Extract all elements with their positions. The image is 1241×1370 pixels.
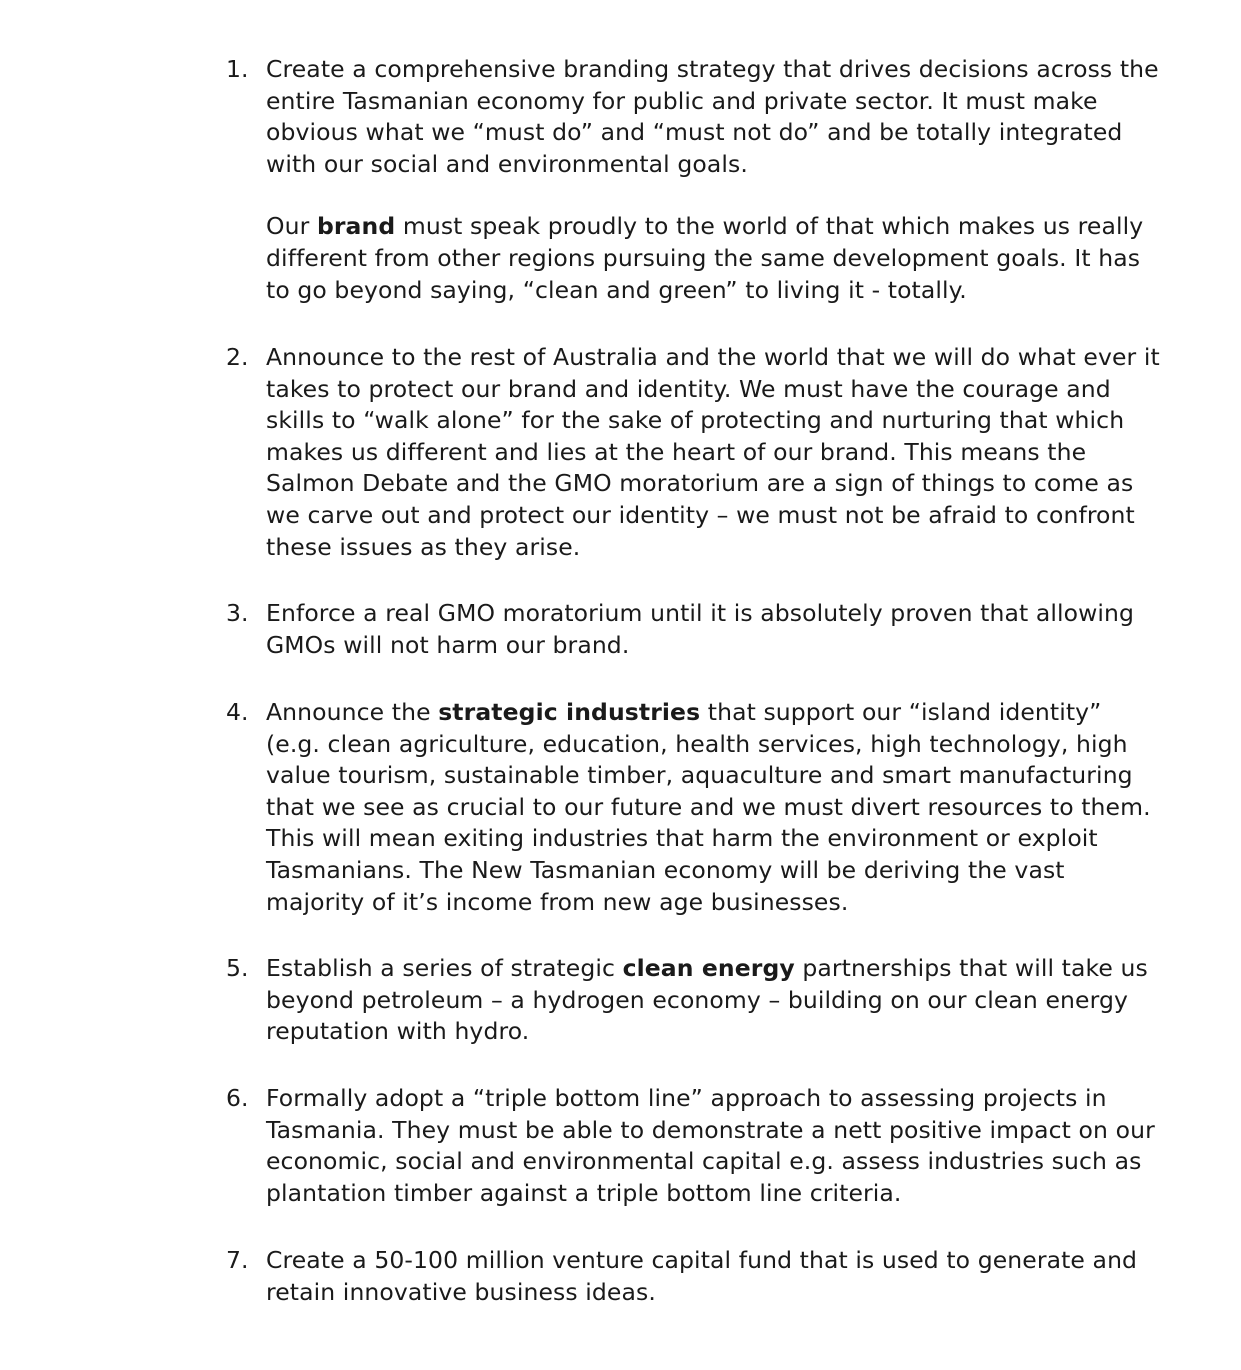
- text-span: Establish a series of strategic: [266, 954, 623, 982]
- item-body: [266, 342, 1161, 563]
- item-paragraph: Enforce a real GMO moratorium until it is absolutely proven that allowing GMOs will not harm our brand.: [266, 599, 1135, 659]
- item-paragraph: [266, 953, 1161, 1048]
- item-paragraph: [266, 211, 1161, 306]
- item-number: 1.: [226, 55, 249, 83]
- item-body: [266, 1245, 1161, 1308]
- bold-term: clean energy: [622, 954, 795, 982]
- item-number: 5.: [226, 954, 249, 982]
- item-body: [266, 1083, 1161, 1209]
- item-number: 7.: [226, 1246, 249, 1274]
- item-number: 3.: [226, 599, 249, 627]
- text-span: partnerships that will take us beyond petroleum – a hydrogen economy – building on our clean energy reputation with hydro.: [266, 954, 1148, 1046]
- item-paragraph: Announce to the rest of Australia and the world that we will do what ever it takes to protect our brand and identity. We must have the courage and skills to “walk alone” for the sake of protecting and nurturing that which makes us different and lies at the heart of our brand. This means the Salmon Debate and the GMO moratorium are a sign of things to come as we carve out and protect our identity – we must not be afraid to confront these issues as they arise.: [266, 343, 1160, 561]
- text-span: must speak proudly to the world of that which makes us really different from other regions pursuing the same development goals. It has to go beyond saying, “clean and green” to living it - totally.: [266, 212, 1144, 304]
- item-body: [266, 953, 1161, 1048]
- item-number: 4.: [226, 698, 249, 726]
- bold-term: brand: [316, 212, 396, 241]
- item-number: 6.: [226, 1084, 249, 1112]
- item-body: [266, 54, 1161, 306]
- item-paragraph: Create a comprehensive branding strategy that drives decisions across the entire Tasmanian economy for public and private sector. It must make obvious what we “must do” and “must not do” and be totally integrated with our social and environmental goals.: [266, 55, 1159, 178]
- bold-term: strategic industries: [438, 698, 701, 726]
- text-span: that support our “island identity” (e.g. clean agriculture, education, health services, high technology, high value tourism, sustainable timber, aquaculture and smart manufacturing that we see as crucial to our future and we must divert resources to them. This will mean exiting industries that harm the environment or exploit Tasmanians. The New Tasmanian economy will be deriving the vast majority of it’s income from new age businesses.: [266, 698, 1151, 916]
- item-paragraph: [266, 697, 1161, 918]
- text-span: Announce the: [266, 698, 439, 726]
- item-number: 2.: [226, 343, 249, 371]
- item-body: [266, 697, 1161, 918]
- item-paragraph: Formally adopt a “triple bottom line” approach to assessing projects in Tasmania. They must be able to demonstrate a nett positive impact on our economic, social and environmental capital e.g. assess industries such as plantation timber against a triple bottom line criteria.: [266, 1084, 1155, 1207]
- item-paragraph: Create a 50-100 million venture capital fund that is used to generate and retain innovative business ideas.: [266, 1246, 1138, 1306]
- item-body: [266, 598, 1161, 661]
- text-span: Our: [266, 212, 317, 241]
